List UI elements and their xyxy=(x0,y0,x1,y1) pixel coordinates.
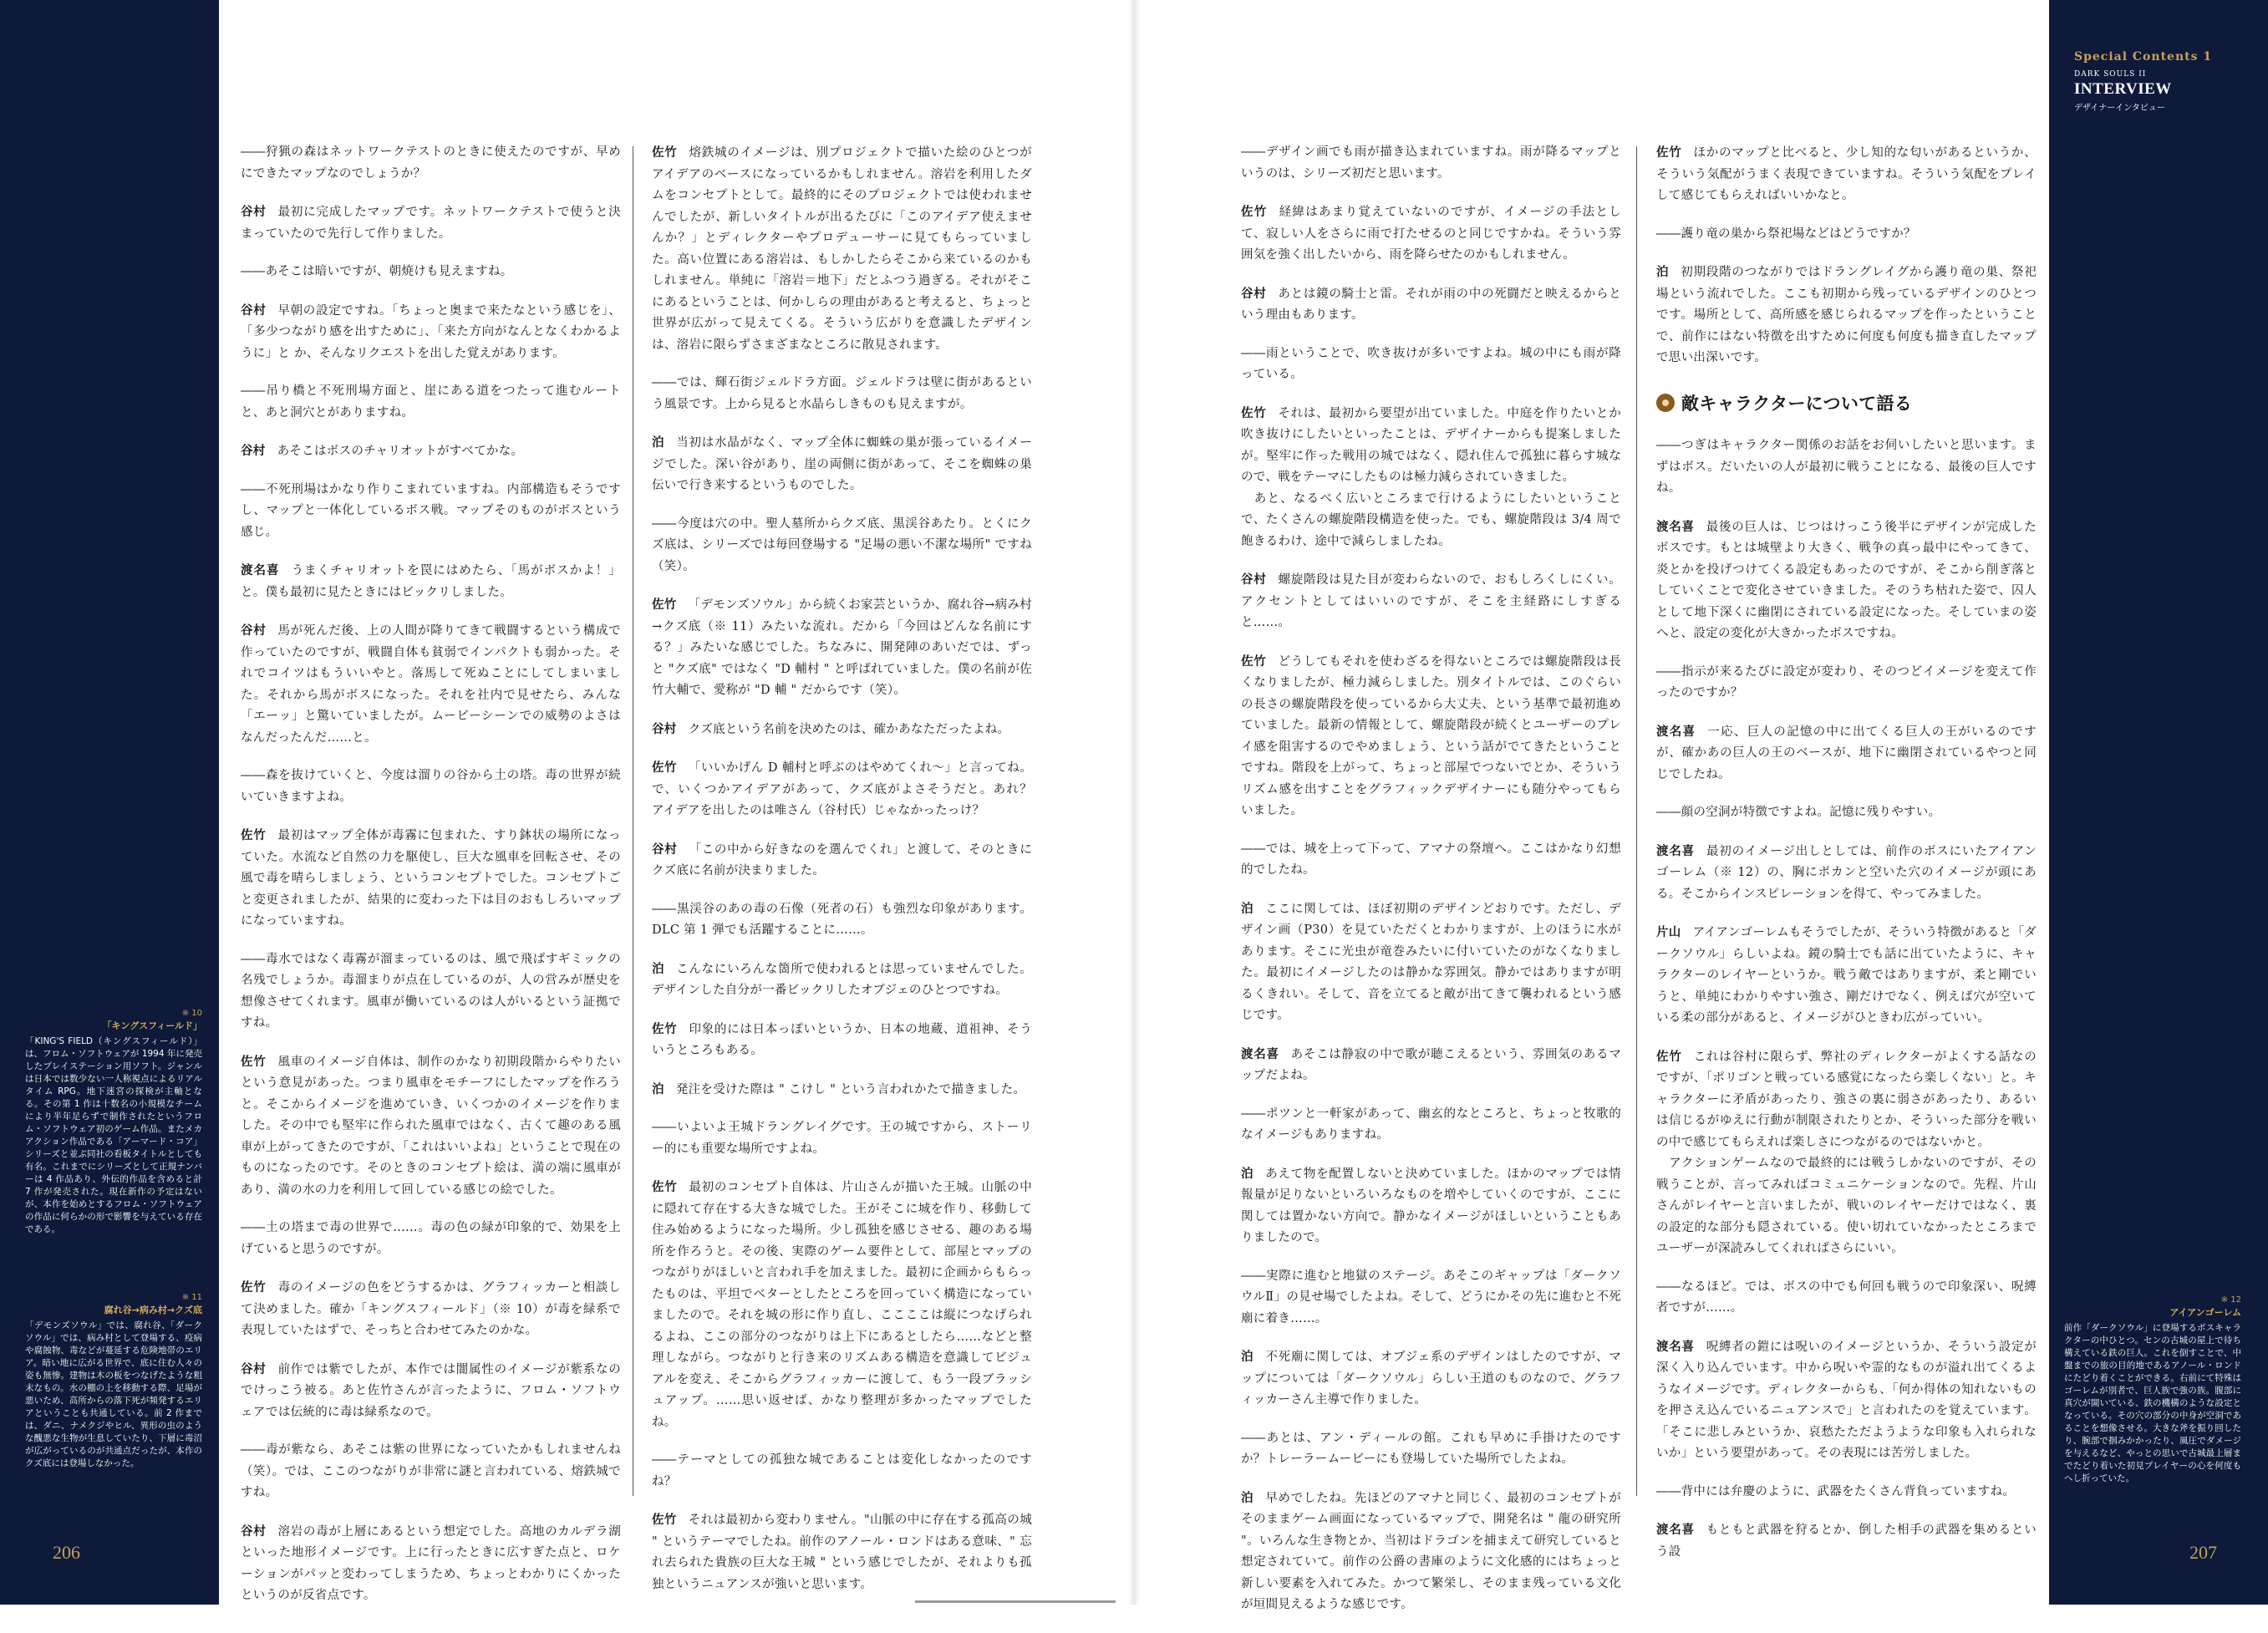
interview-subtitle: デザイナーインタビュー xyxy=(2074,104,2165,113)
speaker-answer xyxy=(652,1177,1032,1433)
speaker-answer xyxy=(1241,569,1621,634)
speaker-answer xyxy=(1656,1519,2037,1563)
speaker-name: 渡名喜 xyxy=(1656,1523,1695,1537)
speaker-name: 渡名喜 xyxy=(1656,724,1696,739)
speaker-answer xyxy=(1656,841,2037,906)
answer-text: あそこは静寂の中で歌が聴こえるという、雰囲気のあるマップだよね。 xyxy=(1241,1047,1621,1082)
speaker-answer xyxy=(652,757,1045,822)
speaker-name: 渡名喜 xyxy=(1656,843,1695,858)
answer-text: 螺旋階段は見た目が変わらないので、おもしろくしにくい。アクセントとしてはいいのですが、そこを主経路にしすぎると……。 xyxy=(1241,573,1621,629)
speaker-answer xyxy=(1656,516,2037,645)
special-contents-label: Special Contents 1 xyxy=(2074,50,2213,64)
answer-text: 印象的には日本っぽいというか、日本の地蔵、道祖神、そういうところもある。 xyxy=(652,1022,1032,1057)
speaker-answer xyxy=(1241,898,1621,1027)
column-4-bottom xyxy=(1656,435,2037,1563)
answer-text: 「この中から好きなのを選んでくれ」と渡して、そのときにクズ底に名前が決まりました。 xyxy=(652,842,1032,878)
speaker-answer xyxy=(1241,1346,1621,1412)
speaker-name: 佐竹 xyxy=(1241,405,1267,420)
speaker-name: 佐竹 xyxy=(1656,145,1682,160)
speaker-name: 泊 xyxy=(1241,901,1254,916)
speaker-name: 泊 xyxy=(652,961,665,976)
page-number-left: 206 xyxy=(53,1542,80,1563)
speaker-name: 泊 xyxy=(652,435,665,450)
interviewer-question: ――吊り橋と不死刑場方面と、崖にある道をつたって進むルートと、あと洞穴とがありますね。 xyxy=(241,384,621,420)
footnote-body: 「デモンズソウル」では、腐れ谷、「ダークソウル」では、病み村として登場する、疫病や腐蝕物、毒などが蔓延する危険地帯のエリア。暗い地に広がる世界で、底に住む人々の姿も無惨。建物は木の板をつなげたような粗末なもの。水の棚の上を移動する際、足場が悪いため、高所からの落下死が頻発するエリアということも共通している。前 2 作までは、ダニ、ナメクジやヒル、異形の虫のような醜悪な生物が生息していたり、下層に毒沼が広がっているのが共通点だったが、本作のクズ底には登場しなかった。 xyxy=(25,1320,202,1468)
answer-text: 最初のコンセプト自体は、片山さんが描いた王城。山脈の中に隠れて存在する大きな城でした。王がそこに城を作り、移動して住み始めるようになった場所。少し孤独を感じさせる、趣のある場所を作ろうと。その後、実際のゲーム要件として、部屋とマップのつながりがほしいと言われ手を加えました。最初に企画からもらったものは、平坦でベターとしたところを回っていく構造になっていましたので。それを城の形に作り直し、ここここは縦につなげられるよね、ここの部分のつながりは上下にあるとしたら……などと整理しながら。つながりと行き来のリズムある構造を意識してビジュアルを変え、そこからグラフィッカーに渡して、もう一段ブラッシュアップ。……思い返せば、かなり整理が多かったマップでしたね。 xyxy=(652,1181,1032,1429)
footnote-title: アイアンゴーレム xyxy=(2169,1307,2241,1318)
speaker-name: 渡名喜 xyxy=(1656,519,1695,534)
answer-text: こんなにいろんな箇所で使われるとは思っていませんでした。デザインした自分が一番ビックリしたオブジェのひとつですね。 xyxy=(652,962,1032,997)
speaker-name: 佐竹 xyxy=(652,1180,678,1194)
interviewer-question: ――黒渓谷のあの毒の石像（死者の石）も強烈な印象があります。DLC 第 1 弾でも活躍することに……。 xyxy=(652,902,1032,937)
answer-text: 呪縛者の鎧には呪いのイメージというか、そういう設定が深く入り込んでいます。中から呪いや霊的なものが溢れ出てくるようなイメージです。ディレクターからも、「何か得体の知れないものを押さえ込んでいるニュアンスで」と言われたのを覚えています。「そこに悲しみというか、哀愁たただようような印象も入れられないか」という要望があって。その表現には苦労しました。 xyxy=(1656,1340,2037,1460)
interviewer-question: ――今度は穴の中。聖人墓所からクズ底、黒渓谷あたり。とくにクズ底は、シリーズでは毎回登場する "足場の悪い不潔な場所" ですね（笑）。 xyxy=(652,516,1032,573)
answer-text: どうしてもそれを使わざるを得ないところでは螺旋階段は長くなりましたが、極力減らしました。別タイトルでは、このぐらいの長さの螺旋階段を使っているから大丈夫、という基準で最初進めていました。最新の情報として、螺旋階段が続くとユーザーのプレイ感を阻害するのでやめましょう、という話がでてきたということですね。階段を上がって、ちょっと部屋でつないでとか、そういうリズム感を出すことをグラフィックデザイナーにも随分やってもらいました。 xyxy=(1241,654,1621,817)
answer-text: 発注を受けた際は " こけし " という言われかたで描きました。 xyxy=(675,1082,1026,1096)
answer-text: 熔鉄城のイメージは、別プロジェクトで描いた絵のひとつがアイデアのベースになっているかもしれません。溶岩を利用したダムをコンセプトとして。最終的にそのプロジェクトでは使われませんでしたが、新しいタイトルが出るたびに「このアイデア使えませんか？」とディレクターやプロデューサーに見てもらっていました。高い位置にある溶岩は、もしかしたらそこから来ているのかもしれません。単純に「溶岩＝地下」だとふつう過ぎる。それがそこにあるということは、何かしらの理由があると考えると、ちょっと世界が広がって見えてくる。そういう広がりを意識したデザインは、溶岩に限らずさまざまなところに散見されます。 xyxy=(652,146,1032,352)
interviewer-question: ――実際に進むと地獄のステージ。あそこのギャップは「ダークソウルⅡ」の見せ場でしたよね。そして、どうにかその先に進むと不死廟に着き……。 xyxy=(1241,1269,1621,1325)
section-header xyxy=(2074,50,2212,113)
speaker-name: 谷村 xyxy=(241,205,267,219)
footnote-title: 「キングスフィールド」 xyxy=(102,1020,202,1031)
speaker-answer xyxy=(1241,651,1621,822)
speaker-name: 佐竹 xyxy=(652,145,678,160)
interviewer-question: ――狩猟の森はネットワークテストのときに使えたのですが、早めにできたマップなのでしょうか？ xyxy=(241,145,621,181)
speaker-name: 佐竹 xyxy=(652,761,677,775)
speaker-answer xyxy=(652,594,1032,702)
interviewer-question: ――あとは、アン・ディールの館。これも早めに手掛けたのですか？トレーラームービーにも登場していた場所でしたよね。 xyxy=(1241,1431,1621,1466)
speaker-answer xyxy=(1656,721,2037,786)
speaker-name: 佐竹 xyxy=(241,1280,267,1295)
speaker-answer xyxy=(652,1079,1032,1101)
section-heading xyxy=(1656,393,2037,415)
footnote-number: ※ 10 xyxy=(181,1009,202,1018)
interviewer-question: ――毒が紫なら、あそこは紫の世界になっていたかもしれませんね（笑）。では、ここのつながりが非常に謎と言われている、熔鉄城ですね。 xyxy=(241,1443,621,1499)
speaker-answer xyxy=(241,1277,621,1342)
column-4-top xyxy=(1656,142,2037,369)
answer-text: 早めでしたね。先ほどのアマナと同じく、最初のコンセプトがそのままゲーム画面になっているマップで、開発名は " 龍の研究所 "。いろんな生き物とか、当初はドラゴンを捕まえて研究していると想定されていて。前作の公爵の書庫のように文化感的にはちょっと新しい要素を入れてみた。かつて繁栄し、そのまま残っている文化が垣間見えるような感じです。 xyxy=(1241,1491,1621,1611)
speaker-name: 泊 xyxy=(1241,1490,1254,1505)
series-label: DARK SOULS II xyxy=(2074,70,2147,79)
speaker-name: 谷村 xyxy=(241,303,267,318)
speaker-name: 渡名喜 xyxy=(241,563,280,577)
interviewer-question: ――あそこは暗いですが、朝焼けも見えますね。 xyxy=(241,265,513,278)
interviewer-question: ――護り竜の巣から祭祀場などはどうですか？ xyxy=(1656,226,1916,241)
speaker-answer xyxy=(241,825,621,933)
answer-text: 「いいかげん D 輔村と呼ぶのはやめてくれ～」と言ってね。で、いくつかアイデアがあって、クズ底がよさそうだと。あれ？ アイデアを出したのは唯さん（谷村氏）じゃなかったっけ？ xyxy=(652,761,1045,817)
interviewer-question: ――毒水ではなく毒霧が溜まっているのは、風で飛ばすギミックの名残でしょうか。毒溜まりが点在しているのが、人の営みが歴史を想像させてくれます。風車が働いているのは人がいるという証拠ですね。 xyxy=(241,952,621,1030)
interviewer-question: ――デザイン画でも雨が描き込まれていますね。雨が降るマップというのは、シリーズ初だと思います。 xyxy=(1241,145,1621,181)
answer-text: 最初に完成したマップです。ネットワークテストで使うと決まっていたので先行して作りました。 xyxy=(241,206,621,241)
speaker-name: 渡名喜 xyxy=(1241,1046,1279,1061)
answer-text: 経緯はあまり覚えていないのですが、イメージの手法として、寂しい人をさらに雨で打たせるのと同じですかね。そういう雰囲気を強く出したいから、雨を降らせたのかもしれません。 xyxy=(1241,206,1621,262)
speaker-name: 谷村 xyxy=(652,842,678,857)
speaker-name: 谷村 xyxy=(241,623,267,638)
speaker-name: 谷村 xyxy=(241,1524,267,1539)
answer-text: 初期段階のつながりではドラングレイグから護り竜の巣、祭祀場という流れでした。ここも初期から残っているデザインのひとつです。場所として、高所感を感じられるマップを作ったということで、前作にはない特徴を出すために何度も何度も描き直したマップで思い出深いです。 xyxy=(1656,266,2037,364)
speaker-answer xyxy=(652,1019,1032,1062)
flower-bullet-icon xyxy=(1656,394,1675,412)
answer-text: 前作では紫でしたが、本作では闇属性のイメージが紫系なのでけっこう被る。あと佐竹さんが言ったように、フロム・ソフトウェアでは伝統的に毒は緑系なので。 xyxy=(241,1362,621,1419)
answer-text: もともと武器を狩るとか、倒した相手の武器を集めるという設 xyxy=(1656,1524,2037,1559)
speaker-answer xyxy=(241,1521,621,1607)
answer-text: それは、最初から要望が出ていました。中庭を作りたいとか吹き抜けにしたいといったことは、デザイナーからも提案しましたが。堅牢に作った戦用の城ではなく、隠れ住んで孤独に暮らす城なので、戦をテーマにしたものは極力減らされていきました。 あと、なるべく広いところまで行けるようにしたいということで、たくさんの螺旋階段構造を使った。でも、螺旋階段は 3/4 周で飽きるわけ、途中で減らしましたね。 xyxy=(1241,406,1621,548)
answer-text: アイアンゴーレムもそうでしたが、そういう特徴があると「ダークソウル」らしいよね。鏡の騎士でも話に出ていたように、キャラクターのレイヤーというか。戦う敵ではありますが、柔と剛でいうと、単純にわかりやすい強さ、剛だけでなく、例えば穴が空いている柔の部分があると、イメージがひときわ広がっていい。 xyxy=(1656,926,2037,1025)
answer-text: 「デモンズソウル」から続くお家芸というか、腐れ谷→病み村→クズ底（※ 11）みたいな流れ。だから「今回はどんな名前にする？」みたいな感じでした。ちなみに、開発陣のあいだでは、ずっと "クズ底" ではなく "D 輔村 " と呼ばれていました。僕の名前が佐竹大輔で、愛称が "D 輔 " だからです（笑）。 xyxy=(652,598,1032,697)
interviewer-question: ――では、城を上って下って、アマナの祭壇へ。ここはかなり幻想的でしたね。 xyxy=(1241,842,1621,877)
answer-text: 溶岩の毒が上層にあるという想定でした。高地のカルデラ湖といった地形イメージです。上に行ったときに広すぎた点と、ロケーションがパッと変わってしまうため、ちょっとわかりにくかったというのが反省点です。 xyxy=(241,1524,621,1602)
interviewer-question: ――不死刑場はかなり作りこまれていますね。内部構造もそうですし、マップと一体化しているボス戦。マップそのものがボスという感じ。 xyxy=(241,482,621,539)
speaker-name: 泊 xyxy=(1656,265,1670,279)
speaker-name: 泊 xyxy=(1241,1350,1254,1364)
speaker-name: 佐竹 xyxy=(652,1513,677,1527)
answer-text: あえて物を配置しないと決めていました。ほかのマップでは情報量が足りないといろいろなものを増やしていくのですが、ここに関しては置かない方向で。静かなイメージがほしいということもありましたので。 xyxy=(1241,1167,1621,1244)
interviewer-question: ――テーマとしての孤独な城であることは変化しなかったのですね？ xyxy=(652,1453,1032,1488)
interviewer-question: ――ポツンと一軒家があって、幽玄的なところと、ちょっと牧歌的なイメージもありますね。 xyxy=(1241,1106,1621,1142)
speaker-answer xyxy=(241,620,621,749)
interviewer-question: ――指示が来るたびに設定が変わり、そのつどイメージを変えて作ったのですか？ xyxy=(1656,664,2037,699)
text-column-3 xyxy=(1241,142,1621,1633)
answer-text: ほかのマップと比べると、少し知的な匂いがあるというか、そういう気配がうまく表現できていますね。そういう気配をプレイして感じてもらえればいいかなと。 xyxy=(1656,146,2037,202)
answer-text: うまくチャリオットを罠にはめたら、「馬がボスかよ！」と。僕も最初に見たときにはビックリしました。 xyxy=(241,564,621,599)
text-column-2 xyxy=(652,142,1045,1612)
speaker-answer xyxy=(1241,1044,1621,1087)
speaker-answer xyxy=(1656,1046,2037,1260)
footnote-body: 「KING'S FIELD（キングスフィールド）」は、フロム・ソフトウェアが 1994 年に発売したプレイステーション用ソフト。ジャンルは日本では数少ない一人称視点によるリアルタイム RPG。地下迷宮の探検が主軸となる。その第 1 作は十数名の小規模なチームにより半年足らずで制作されたというフロム・ソフトウェア初のゲーム作品。またメカアクション作品である「アーマード・コア」シリーズと並ぶ同社の看板タイトルとしても有名。これまでにシリーズとして正規ナンバーは 4 作品あり、外伝的作品を含めると計 7 作が発売された。現在新作の予定はないが、本作を始めとするフロム・ソフトウェアの作品に何らかの形で影響を与えている存在である。 xyxy=(25,1036,202,1234)
section-heading-text: 敵キャラクターについて語る xyxy=(1681,392,1913,414)
speaker-name: 佐竹 xyxy=(652,598,677,612)
speaker-name: 佐竹 xyxy=(1656,1049,1682,1064)
speaker-name: 佐竹 xyxy=(241,1054,267,1069)
interviewer-question: ――顔の空洞が特徴ですよね。記憶に残りやすい。 xyxy=(1656,806,1941,819)
speaker-answer xyxy=(241,201,621,245)
speaker-answer xyxy=(1241,1488,1621,1616)
speaker-answer xyxy=(241,1051,621,1202)
answer-text: あそこはボスのチャリオットがすべてかな。 xyxy=(277,445,524,458)
speaker-name: 谷村 xyxy=(652,721,677,736)
speaker-name: 谷村 xyxy=(1241,572,1267,587)
answer-text: これは谷村に限らず、弊社のディレクターがよくする話なのですが、「ポリゴンと戦っている感覚になったら楽しくない」と。キャラクターに矛盾があったり、強さの裏に弱さがあったり、あるいは信じるがゆえに行動が制限されたりとか、そういった部分を戦いの中で感じてもらえれば楽しさにつながるのではないかと。 アクションゲームなので最終的には戦うしかないのですが、その戦うことが、言ってみればコミュニケーションなので。先程、片山さんがレイヤーと言いましたが、戦いのレイヤーだけではなく、裏の設定的な部分も隠されている。使い切れていなかったところまでユーザーが深読みしてくれればさらにいい。 xyxy=(1656,1050,2037,1255)
speaker-answer xyxy=(1241,283,1621,327)
text-column-4 xyxy=(1656,142,2037,1580)
answer-text: 馬が死んだ後、上の人間が降りてきて戦闘するという構成で作っていたのですが、戦闘自体も貧弱でインパクトも弱かった。それでコイツはもういいやと。落馬して死ぬことにしてしまいました。それから馬がボスになった。それを社内で見せたら、みんな「エーッ」と驚いていましたが。ムービーシーンでの威勢のよさはなんだったんだ……と。 xyxy=(241,624,621,745)
answer-text: あとは鏡の騎士と雷。それが雨の中の死闘だと映えるからという理由もあります。 xyxy=(1241,287,1621,322)
speaker-name: 佐竹 xyxy=(1241,205,1268,219)
interviewer-question: ――雨ということで、吹き抜けが多いですよね。城の中にも雨が降っている。 xyxy=(1241,346,1621,381)
speaker-answer xyxy=(1656,142,2037,207)
speaker-answer xyxy=(1241,1163,1621,1249)
interviewer-question: ――背中には弁慶のように、武器をたくさん背負っていますね。 xyxy=(1656,1484,2016,1498)
speaker-answer xyxy=(652,719,1032,741)
interviewer-question: ――森を抜けていくと、今度は溜りの谷から土の塔。毒の世界が続いていきますよね。 xyxy=(241,769,621,804)
speaker-answer xyxy=(241,1359,621,1424)
answer-text: 不死廟に関しては、オブジェ系のデザインはしたのですが、マップについては「ダークソウル」らしい王道のものなので、グラフィッカーさん主導で作りました。 xyxy=(1241,1351,1621,1407)
speaker-name: 谷村 xyxy=(1241,286,1267,301)
speaker-name: 佐竹 xyxy=(241,828,267,842)
footnote-10 xyxy=(25,1007,202,1236)
answer-text: 早朝の設定ですね。「ちょっと奥まで来たなという感じを」、「多少つながり感を出すために」、「来た方向がなんとなくわかるように」と か、そんなリクエストを出した覚えがあります。 xyxy=(241,303,621,360)
speaker-answer xyxy=(652,142,1032,356)
footnote-12 xyxy=(2064,1294,2241,1485)
answer-text: 当初は水晶がなく、マップ全体に蜘蛛の巣が張っているイメージでした。深い谷があり、崖の両側に街があって、そこを蜘蛛の巣伝いで行き来するというものでした。 xyxy=(652,436,1032,492)
answer-text: それは最初から変わりません。"山脈の中に存在する孤高の城 " というテーマでしたね。前作のアノール・ロンドはある意味、" 忘れ去られた貴族の巨大な王城 " という感じでしたが、それよりも孤独というニュアンスが強いと思います。 xyxy=(652,1513,1032,1591)
horizontal-scrollbar[interactable] xyxy=(915,1600,1116,1603)
answer-text: 風車のイメージ自体は、制作のかなり初期段階からやりたいという意見があった。つまり風車をモチーフにしたマップを作ろうと。そこからイメージを進めていき、いくつかのイメージを作りました。その中でも堅牢に作られた風車ではなく、古くて趣のある風車が上がってきたのですが、「これはいいよね」ということで現在のものになったのです。そのときのコンセプト絵は、満の端に風車があり、満の水の力を利用して回している感じの絵でした。 xyxy=(241,1055,621,1197)
page-gutter xyxy=(1128,0,1140,1605)
footnote-body: 前作「ダークソウル」に登場するボスキャラクターの中ひとつ。センの古城の屋上で待ち構えている鉄の巨人。これを倒すことで、中盤までの旅の目的地であるアノール・ロンドにたどり着くことができる。右前にて特殊はゴーレムが別者で、巨人族で強の族。腹部に真穴が開いている、鉄の機構のような設定となっている。その穴の部分の中身が空洞であることを想像させる。大きな斧を振り回したり、腕部で掴みかかったり、風圧でダメージを与えるなど、やっとの思いで古城最上層までたどり着いた初見プレイヤーの心を何度もへし折っていた。 xyxy=(2064,1323,2241,1483)
column-divider xyxy=(1636,146,1637,1496)
answer-text: 最初はマップ全体が毒霧に包まれた、すり鉢状の場所になっていた。水流など自然の力を駆使し、巨大な風車を回転させ、その風で毒を晴らしましょう、というコンセプトでした。コンセプトごと変更されましたが、結果的に変わった下は目のおもしろいマップになっていますね。 xyxy=(241,829,621,928)
speaker-name: 泊 xyxy=(652,1081,664,1096)
footnote-number: ※ 11 xyxy=(181,1293,202,1302)
speaker-name: 谷村 xyxy=(241,1361,267,1376)
speaker-answer xyxy=(652,959,1032,1002)
speaker-name: 佐竹 xyxy=(1241,654,1267,669)
footnote-11 xyxy=(25,1291,202,1470)
interviewer-question: ――なるほど。では、ボスの中でも何回も戦うので印象深い、呪縛者ですが……。 xyxy=(1656,1279,2037,1315)
speaker-answer xyxy=(652,839,1032,883)
answer-text: 一応、巨人の記憶の中に出てくる巨人の王がいるのですが、確かあの巨人の王のベースが、地下に幽閉されているやつと同じでしたね。 xyxy=(1656,725,2037,781)
page-number-right: 207 xyxy=(2189,1542,2217,1563)
speaker-answer xyxy=(241,300,621,365)
text-column-1 xyxy=(241,142,621,1624)
footnote-number: ※ 12 xyxy=(2220,1295,2241,1305)
answer-text: クズ底という名前を決めたのは、確かあなただったよね。 xyxy=(688,722,1010,736)
speaker-answer xyxy=(241,560,621,603)
speaker-name: 泊 xyxy=(1241,1166,1254,1181)
speaker-answer xyxy=(1241,201,1621,267)
speaker-answer xyxy=(652,432,1032,497)
interview-title: INTERVIEW xyxy=(2074,80,2172,98)
speaker-answer xyxy=(1656,922,2037,1030)
speaker-answer xyxy=(1656,262,2037,369)
interviewer-question: ――いよいよ王城ドラングレイグです。王の城ですから、ストーリー的にも重要な場所ですよね。 xyxy=(652,1121,1032,1156)
speaker-name: 谷村 xyxy=(241,444,266,458)
speaker-answer xyxy=(1241,403,1621,553)
speaker-answer xyxy=(1656,1336,2037,1465)
speaker-name: 片山 xyxy=(1656,925,1681,939)
answer-text: 最後の巨人は、じつはけっこう後半にデザインが完成したボスです。もとは城壁より大きく、戦争の真っ最中にやってきて、炎とかを投げつけてくる設定もあったのですが、そこから削ぎ落としていくことで変化させていきました。そのうち枯れた姿で、囚人として地下深くに幽閉にされている設定になった。そしていまの姿へと、設定の変化が大きかったボスですね。 xyxy=(1656,520,2037,640)
answer-text: 最初のイメージ出しとしては、前作のボスにいたアイアンゴーレム（※ 12）の、胸にポカンと空いた穴のイメージが頭にある。そこからインスピレーションを得て、やってみました。 xyxy=(1656,844,2037,901)
interviewer-question: ――では、輝石街ジェルドラ方面。ジェルドラは壁に街があるという風景です。上から見ると水晶らしきものも見えますが。 xyxy=(652,376,1032,411)
answer-text: 毒のイメージの色をどうするかは、グラフィッカーと相談して決めました。確か「キングスフィールド」（※ 10）が毒を緑系で表現していたはずで、そっちと合わせてみたのかな。 xyxy=(241,1281,621,1337)
speaker-answer xyxy=(652,1509,1032,1595)
speaker-name: 渡名喜 xyxy=(1656,1339,1695,1354)
footnote-title: 腐れ谷→病み村→クズ底 xyxy=(104,1305,202,1315)
interviewer-question: ――土の塔まで毒の世界で……。毒の色の緑が印象的で、効果を上げていると思うのですが。 xyxy=(241,1221,621,1256)
interviewer-question: ――つぎはキャラクター関係のお話をお伺いしたいと思います。まずはボス。だいたいの人が最初に戦うことになる、最後の巨人ですね。 xyxy=(1656,439,2037,495)
speaker-name: 佐竹 xyxy=(652,1021,678,1036)
answer-text: ここに関しては、ほぼ初期のデザインどおりです。ただし、デザイン画（P30）を見ていただくとわかりますが、上のほうに水があります。そこに光虫が竜巻みたいに付いていたのがなくなりました。最初にイメージしたのは静かな雰囲気。静かではありますが明るくきれい。そして、音を立てると敵が出てきて襲われるという感じです。 xyxy=(1241,902,1621,1022)
speaker-answer xyxy=(241,440,621,463)
